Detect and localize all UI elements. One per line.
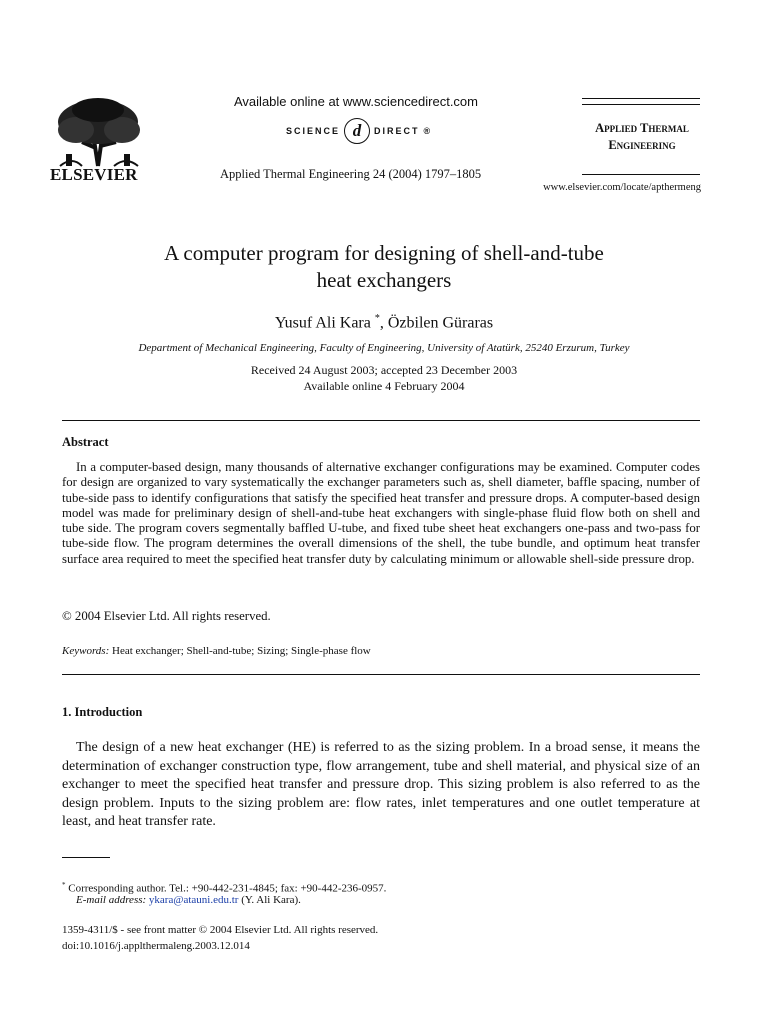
corresponding-author-mark[interactable]: *	[374, 313, 380, 324]
footnote-mark: *	[62, 881, 66, 889]
publisher-name: ELSEVIER	[50, 165, 138, 184]
sd-mark-icon: d	[344, 118, 370, 144]
footnote-corresponding-text: Corresponding author. Tel.: +90-442-231-4845; fax: +90-442-236-0957.	[68, 882, 387, 895]
abstract-heading: Abstract	[62, 435, 109, 449]
journal-top-rule-2	[582, 104, 700, 105]
keywords-label: Keywords:	[62, 645, 110, 657]
journal-name-line1: Applied Thermal	[595, 121, 689, 135]
journal-url[interactable]: www.elsevier.com/locate/apthermeng	[543, 182, 701, 193]
doi-line[interactable]: doi:10.1016/j.applthermaleng.2003.12.014	[62, 940, 250, 952]
journal-top-rule-1	[582, 98, 700, 99]
available-date: Available online 4 February 2004	[303, 379, 465, 393]
abstract-text: In a computer-based design, many thousands of alternative exchanger configurations may be examined. Computer codes for design are organized to vary systematically the exchanger parameters such as, shell diameter, baffle spacing, number of tube-side pass to identify configurations that satisfy the specified heat transfer and pressure drops. A computer-based design model was made for preliminary design of shell-and-tube heat exchangers with single-phase fluid flow both on shell and tube side. The program covers segmentally baffled U-tube, and fixed tube sheet heat exchangers one-pass and two-pass for tube-side flow. The program determines the overall dimensions of the shell, the tube bundle, and optimum heat transfer surface area required to meet the specified heat transfer duty by calculating minimum or allowable shell-side pressure drop.	[62, 460, 700, 566]
title-line2: heat exchangers	[316, 268, 452, 292]
email-suffix: (Y. Ali Kara).	[241, 894, 301, 906]
abstract-top-rule	[62, 420, 700, 421]
footnote-email	[76, 893, 301, 908]
sd-right-text: DIRECT	[374, 126, 420, 136]
title-line1: A computer program for designing of shell-and-tube	[164, 241, 604, 265]
email-label: E-mail address:	[76, 894, 147, 906]
author-separator: ,	[379, 314, 388, 332]
front-matter-line: 1359-4311/$ - see front matter © 2004 Elsevier Ltd. All rights reserved.	[62, 924, 379, 936]
abstract-bottom-rule	[62, 674, 700, 675]
author-list	[80, 313, 688, 332]
journal-citation: Applied Thermal Engineering 24 (2004) 1797–1805	[220, 167, 482, 181]
sd-registered-mark: ®	[423, 126, 433, 136]
author-1: Yusuf Ali Kara	[274, 314, 371, 332]
email-link[interactable]: ykara@atauni.edu.tr	[148, 894, 239, 906]
article-dates	[80, 362, 688, 394]
journal-bottom-rule	[582, 174, 700, 175]
section-heading-introduction: 1. Introduction	[62, 705, 143, 719]
footnote-rule	[62, 857, 110, 858]
received-date: Received 24 August 2003; accepted 23 December 2003	[250, 363, 518, 377]
affiliation: Department of Mechanical Engineering, Faculty of Engineering, University of Atatürk, 25240 Erzurum, Turkey	[138, 342, 630, 354]
article-title	[80, 240, 688, 294]
sd-left-text: SCIENCE	[286, 126, 341, 136]
author-2: Özbilen Güraras	[387, 314, 494, 332]
keywords-text: Heat exchanger; Shell-and-tube; Sizing; Single-phase flow	[112, 645, 371, 657]
journal-name	[584, 120, 700, 154]
available-online-notice: Available online at www.sciencedirect.com	[234, 94, 478, 109]
keywords	[62, 645, 371, 657]
introduction-text: The design of a new heat exchanger (HE) is referred to as the sizing problem. In a broad sense, it means the determination of exchanger construction type, flow arrangement, tube and shell material, and physical size of an exchanger to meet the specified heat transfer and pressure drop. This sizing problem is also referred to as the design problem. Inputs to the sizing problem are: flow rates, inlet temperatures and one outlet temperature at least, and heat transfer rate.	[62, 740, 700, 829]
sciencedirect-logo	[286, 118, 432, 144]
abstract-copyright: © 2004 Elsevier Ltd. All rights reserved.	[62, 609, 271, 623]
journal-name-line2: Engineering	[608, 138, 676, 152]
